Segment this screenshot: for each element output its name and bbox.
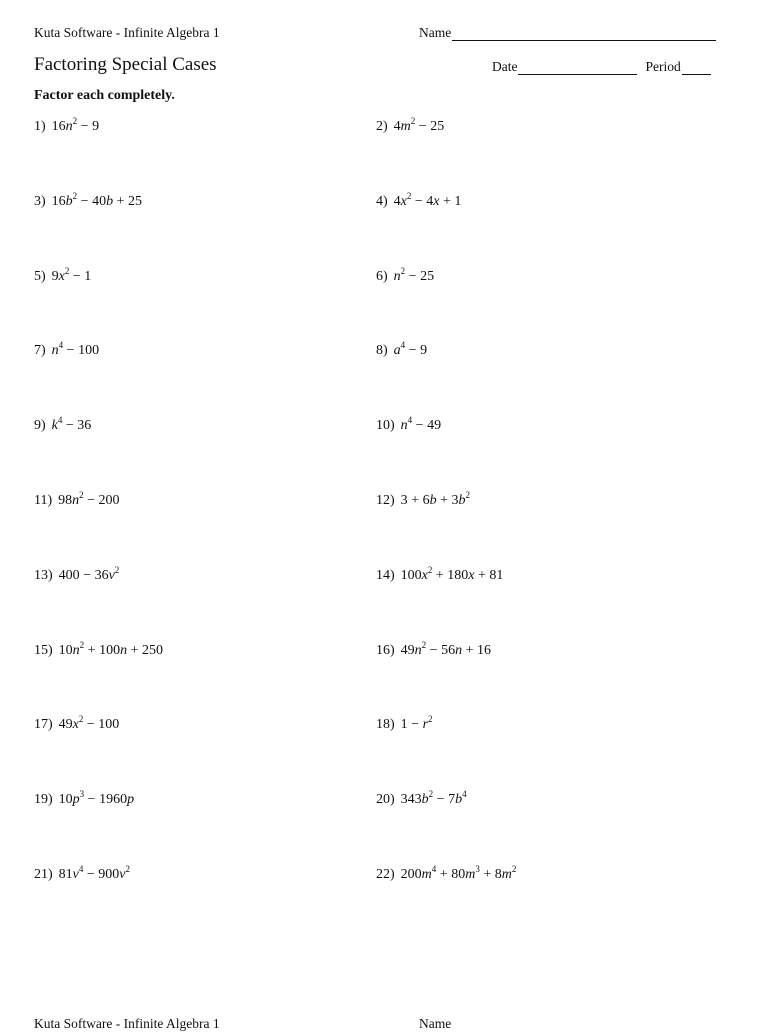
problem-expression: $49x^2 - 100$ [58, 714, 120, 733]
problem-expression: $98n^2 - 200$ [58, 490, 120, 508]
problem-number: 18) [376, 717, 395, 733]
problem-expression: $9x^2 - 1$ [51, 265, 92, 284]
problem-18 [376, 714, 433, 733]
problem-21 [34, 864, 131, 883]
problem-number: 21) [34, 867, 53, 882]
problem-number: 22) [376, 867, 395, 882]
problem-7 [34, 340, 100, 359]
problem-expression: $16n^2 - 9$ [51, 116, 100, 134]
problem-number: 1) [34, 119, 46, 134]
problem-5 [34, 265, 92, 285]
problem-14 [376, 564, 504, 584]
problem-number: 3) [34, 193, 46, 209]
date-period-row [492, 59, 711, 75]
problem-expression: $3 + 6b + 3b^2$ [400, 490, 470, 508]
problem-17 [34, 714, 120, 733]
problem-number: 12) [376, 493, 395, 508]
problem-number: 9) [34, 418, 46, 434]
name-label: Name [419, 25, 452, 40]
name-blank-line[interactable] [452, 27, 716, 41]
problem-8 [376, 340, 428, 359]
problem-number: 4) [376, 193, 388, 209]
name-field [419, 25, 716, 41]
problem-expression: $49n^2 - 56n + 16$ [400, 639, 491, 658]
problem-number: 11) [34, 493, 53, 508]
problem-12 [376, 490, 470, 509]
problem-number: 2) [376, 119, 388, 134]
problem-1 [34, 116, 100, 135]
problem-expression: $16b^2 - 40b + 25$ [51, 190, 142, 209]
problem-number: 6) [376, 268, 388, 284]
date-blank-line[interactable] [518, 61, 637, 75]
problem-22 [376, 864, 517, 883]
problem-number: 17) [34, 717, 53, 733]
problem-expression: $200m^4 + 80m^3 + 8m^2$ [400, 864, 517, 882]
problem-expression: $1 - r^2$ [400, 714, 433, 733]
problem-16 [376, 639, 491, 659]
problem-expression: $400 - 36v^2$ [58, 564, 120, 583]
problem-expression: $343b^2 - 7b^4$ [400, 789, 467, 808]
problem-expression: $k^4 - 36$ [51, 415, 92, 434]
problem-number: 5) [34, 268, 46, 284]
problem-13 [34, 564, 120, 584]
footer-name-label: Name [419, 1016, 452, 1031]
problem-number: 14) [376, 567, 395, 583]
problem-6 [376, 265, 435, 285]
problem-number: 7) [34, 343, 46, 359]
problem-15 [34, 639, 163, 659]
problem-19 [34, 789, 135, 808]
problem-expression: $n^4 - 49$ [400, 415, 442, 434]
problem-10 [376, 415, 442, 434]
problem-expression: $10n^2 + 100n + 250$ [58, 639, 163, 658]
problem-expression: $4m^2 - 25$ [393, 116, 445, 134]
problem-4 [376, 190, 462, 210]
problem-3 [34, 190, 142, 210]
problem-number: 19) [34, 792, 53, 808]
problem-11 [34, 490, 120, 509]
problem-number: 8) [376, 343, 388, 359]
problem-expression: $n^2 - 25$ [393, 265, 435, 284]
header-software: Kuta Software - Infinite Algebra 1 [34, 25, 220, 40]
problem-expression: $10p^3 - 1960p$ [58, 789, 135, 808]
problem-expression: $100x^2 + 180x + 81$ [400, 564, 504, 583]
problem-2 [376, 116, 445, 135]
date-label: Date [492, 59, 518, 74]
problem-expression: $81v^4 - 900v^2$ [58, 864, 131, 882]
problem-number: 15) [34, 642, 53, 658]
footer-software: Kuta Software - Infinite Algebra 1 [34, 1016, 220, 1031]
problem-20 [376, 789, 467, 808]
page-title: Factoring Special Cases [34, 54, 217, 75]
problem-number: 20) [376, 792, 395, 808]
period-label: Period [645, 59, 681, 74]
instructions: Factor each completely. [34, 88, 175, 103]
problem-number: 13) [34, 567, 53, 583]
problem-9 [34, 415, 92, 434]
problem-expression: $a^4 - 9$ [393, 340, 428, 359]
problem-expression: $4x^2 - 4x + 1$ [393, 190, 462, 209]
problem-number: 10) [376, 418, 395, 434]
problem-number: 16) [376, 642, 395, 658]
problem-expression: $n^4 - 100$ [51, 340, 100, 359]
period-blank-line[interactable] [682, 61, 711, 75]
